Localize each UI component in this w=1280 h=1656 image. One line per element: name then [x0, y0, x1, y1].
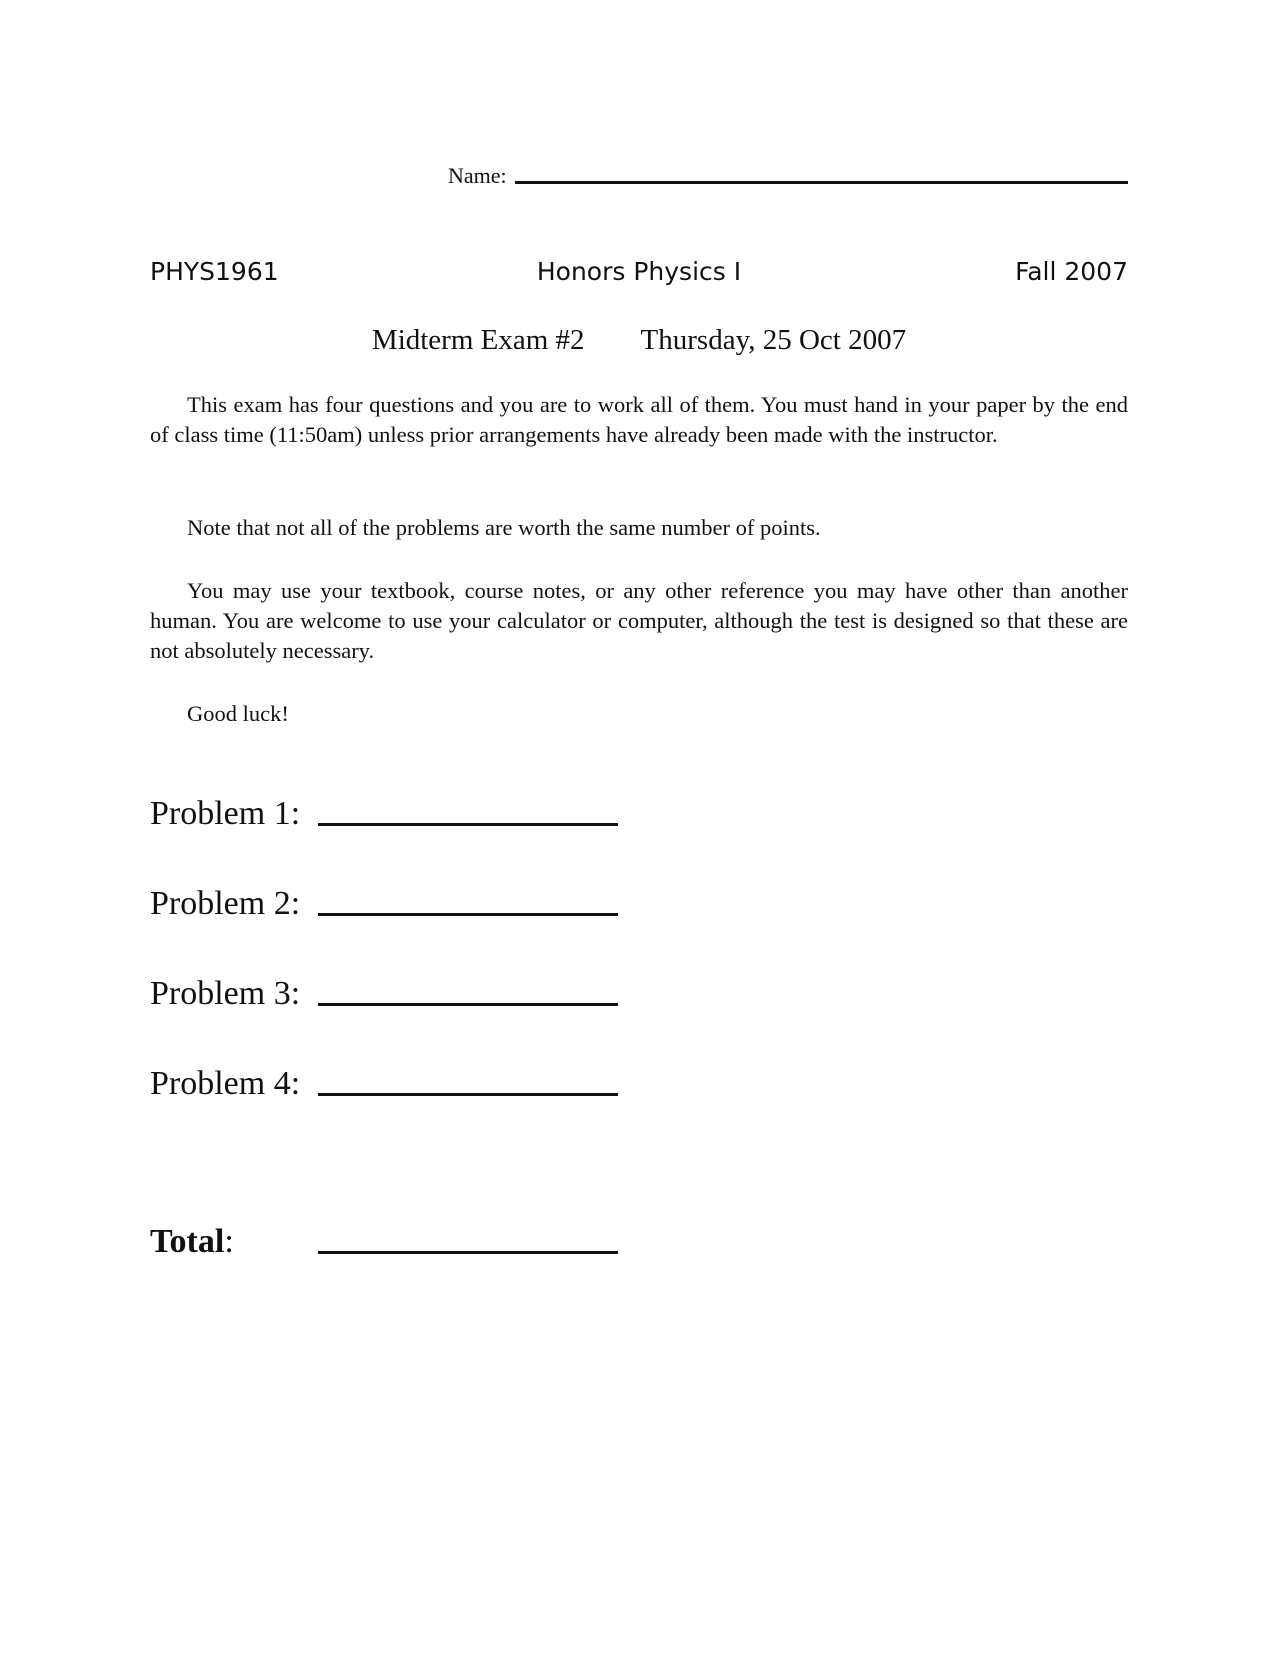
total-score-line[interactable]: [318, 1251, 618, 1254]
name-field-row: [448, 150, 1128, 190]
problem-1-score-row: [150, 792, 620, 836]
total-label-colon: :: [224, 1223, 234, 1260]
problem-3-label: Problem 3:: [150, 975, 301, 1012]
course-title: Honors Physics I: [536, 257, 742, 286]
problem-2-label: Problem 2:: [150, 885, 301, 922]
course-header: [150, 254, 1128, 290]
exam-name: Midterm Exam #2: [371, 324, 585, 356]
points-note-paragraph: Note that not all of the problems are worth the same number of points.: [187, 515, 821, 540]
problem-3-score-row: [150, 972, 620, 1016]
total-label: [150, 1220, 234, 1264]
problem-2-score-row: [150, 882, 620, 926]
course-code: PHYS1961: [150, 257, 279, 286]
exam-title: [150, 320, 1128, 360]
instructions-paragraph: This exam has four questions and you are to work all of them. You must hand in your paper by the end of class time (11:50am) unless prior arrangements have already been made with the instructor.: [150, 392, 1128, 447]
problem-1-score-line[interactable]: [318, 823, 618, 826]
problem-2-score-line[interactable]: [318, 913, 618, 916]
total-label-text: Total: [150, 1223, 225, 1260]
name-blank-line[interactable]: [515, 181, 1128, 184]
problem-4-label: Problem 4:: [150, 1065, 301, 1102]
problem-4-score-line[interactable]: [318, 1093, 618, 1096]
problem-3-score-line[interactable]: [318, 1003, 618, 1006]
problem-1-label: Problem 1:: [150, 795, 301, 832]
references-paragraph: You may use your textbook, course notes, or any other reference you may have other than another human. You are welcome to use your calculator or computer, although the test is designed so that these are not absolutely necessary.: [150, 578, 1128, 663]
course-term: Fall 2007: [1015, 257, 1128, 286]
good-luck-paragraph: Good luck!: [187, 701, 289, 726]
total-score-row: [150, 1220, 620, 1264]
name-label: Name:: [448, 163, 507, 188]
problem-4-score-row: [150, 1062, 620, 1106]
exam-date: Thursday, 25 Oct 2007: [640, 324, 907, 356]
